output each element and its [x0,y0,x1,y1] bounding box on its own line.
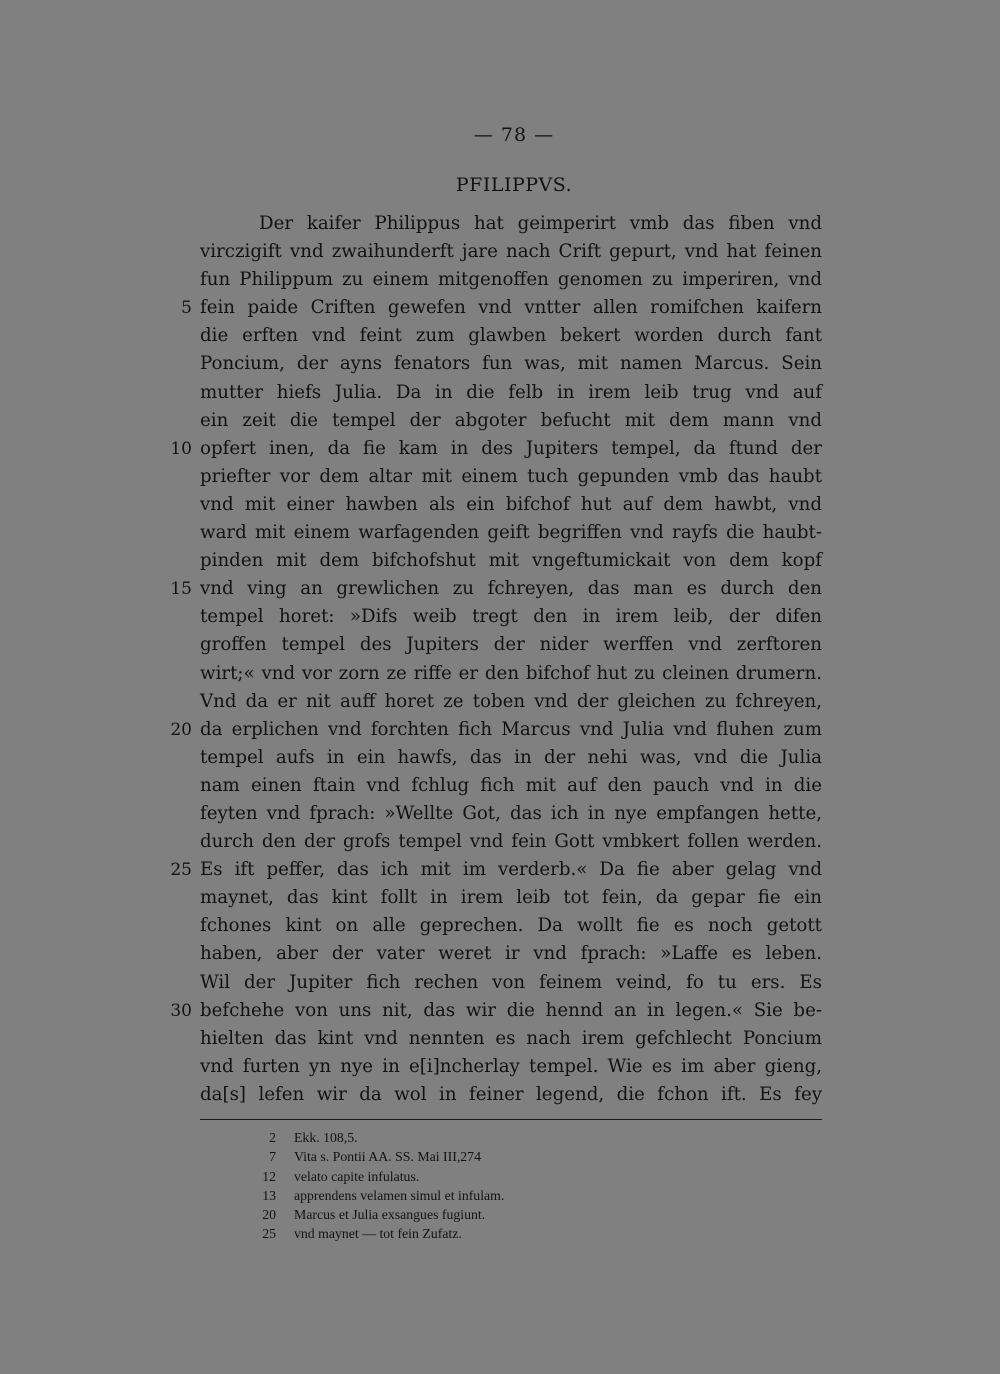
footnotes [240,1128,660,1244]
text-line [181,294,822,322]
text-line [200,519,822,547]
line-text: vnd ving an grewlichen zu fchreyen, das man es durch den [200,578,822,600]
line-text: ein zeit die tempel der abgoter befucht mit dem mann vnd [200,409,822,431]
text-line [200,1081,822,1109]
line-text: virczigift vnd zwaihunderft jare nach Crift gepurt, vnd hat feinen [200,241,822,263]
text-line [200,631,822,659]
line-number: 20 [170,719,192,740]
text-line [200,210,822,238]
text-line [200,828,822,856]
text-line [200,1053,822,1081]
chapter-title: PFILIPPVS. [455,174,573,196]
text-line [170,716,822,744]
footnote [240,1147,660,1166]
footnote [240,1128,660,1147]
text-line [200,350,822,378]
line-number: 10 [170,438,192,459]
line-number: 30 [170,1000,192,1021]
text-line [200,969,822,997]
footnote-number: 13 [262,1187,276,1203]
text-line [200,407,822,435]
footnote-text: Vita s. Pontii AA. SS. Mai III,274 [294,1149,481,1165]
footnote [240,1224,660,1243]
footnote-text: vnd maynet — tot fein Zufatz. [294,1226,462,1242]
footnote-text: Ekk. 108,5. [294,1130,358,1145]
line-text: die erften vnd feint zum glawben bekert worden durch fant [200,325,822,347]
line-text: groffen tempel des Jupiters der nider werffen vnd zerftoren [200,634,822,656]
text-line [200,238,822,266]
line-text: feyten vnd fprach: »Wellte Got, das ich in nye empfangen hette, [200,802,822,824]
line-text: Poncium, der ayns fenators fun was, mit namen Marcus. Sein [200,353,822,375]
line-text: da[s] lefen wir da wol in feiner legend, die fchon ift. Es fey [200,1083,822,1105]
line-text: befchehe von uns nit, das wir die hennd an in legen.« Sie be- [200,999,822,1021]
text-line [200,884,822,912]
text-line [200,322,822,350]
footnote-number: 2 [269,1130,276,1145]
text-line [200,547,822,575]
text-line [170,856,822,884]
footnote-number: 25 [262,1226,276,1242]
line-text: Vnd da er nit auff horet ze toben vnd der gleichen zu fchreyen, [200,690,822,712]
line-text: fun Philippum zu einem mitgenoffen genomen zu imperiren, vnd [200,269,822,291]
line-text: Der kaifer Philippus hat geimperirt vmb das fiben vnd [259,213,822,234]
line-text: vnd furten yn nye in e[i]ncherlay tempel. Wie es im aber gieng, [200,1055,822,1077]
line-text: fchones kint on alle geprechen. Da wollt fie es noch getott [200,915,822,937]
text-line [200,266,822,294]
line-text: maynet, das kint follt in irem leib tot fein, da gepar fie ein [200,887,822,909]
text-line [200,660,822,688]
text-line [200,940,822,968]
line-text: Wil der Jupiter fich rechen von feinem veind, fo tu ers. Es [200,971,822,993]
footnote-number: 7 [269,1149,276,1165]
footnote-number: 12 [262,1168,276,1184]
line-text: haben, aber der vater weret ir vnd fprach: »Laffe es leben. [200,943,822,965]
line-text: opfert inen, da fie kam in des Jupiters tempel, da ftund der [200,437,822,459]
text-line [200,491,822,519]
line-text: ward mit einem warfagenden geift begriffen vnd rayfs die haubt- [200,522,822,544]
line-text: da erplichen vnd forchten fich Marcus vnd Julia vnd fluhen zum [200,718,822,740]
line-text: wirt;« vnd vor zorn ze riffe er den bifchof hut zu cleinen drumern. [200,662,822,684]
footnote-number: 20 [262,1207,276,1223]
text-line [200,912,822,940]
line-text: tempel horet: »Difs weib tregt den in irem leib, der difen [200,606,822,628]
page-number: — 78 — [473,124,555,146]
text-line [170,575,822,603]
text-line [200,772,822,800]
line-number: 15 [170,579,192,600]
text-line [200,744,822,772]
line-number: 5 [181,298,192,319]
footnote-text: Marcus et Julia exsangues fugiunt. [294,1207,486,1223]
text-line [200,688,822,716]
text-line [200,1025,822,1053]
text-line [170,435,822,463]
footnote-text: apprendens velamen simul et infulam. [294,1187,505,1203]
line-text: vnd mit einer hawben als ein bifchof hut auf dem hawbt, vnd [200,493,822,515]
line-number: 25 [170,860,192,881]
line-text: fein paide Criften gewefen vnd vntter allen romifchen kaifern [200,297,822,319]
line-text: durch den der grofs tempel vnd fein Gott vmbkert follen werden. [200,831,822,853]
line-text: nam einen ftain vnd fchlug fich mit auf den pauch vnd in die [200,774,822,796]
text-line [200,800,822,828]
text-line [200,603,822,631]
text-line [200,463,822,491]
line-text: tempel aufs in ein hawfs, das in der nehi was, vnd die Julia [200,746,822,768]
line-text: mutter hiefs Julia. Da in die felb in irem leib trug vnd auf [200,381,822,403]
line-text: Es ift peffer, das ich mit im verderb.« Da fie aber gelag vnd [200,859,822,881]
footnote [240,1205,660,1224]
text-line [200,379,822,407]
text-line [170,997,822,1025]
line-text: priefter vor dem altar mit einem tuch gepunden vmb das haubt [200,465,822,487]
line-text: hielten das kint vnd nennten es nach irem gefchlecht Poncium [200,1027,822,1049]
line-text: pinden mit dem bifchofshut mit vngeftumickait von dem kopf [200,550,822,572]
footnote [240,1167,660,1186]
body-text [170,210,822,1109]
footnote-text: velato capite infulatus. [294,1168,420,1184]
footnote [240,1186,660,1205]
footnote-divider [200,1119,822,1120]
